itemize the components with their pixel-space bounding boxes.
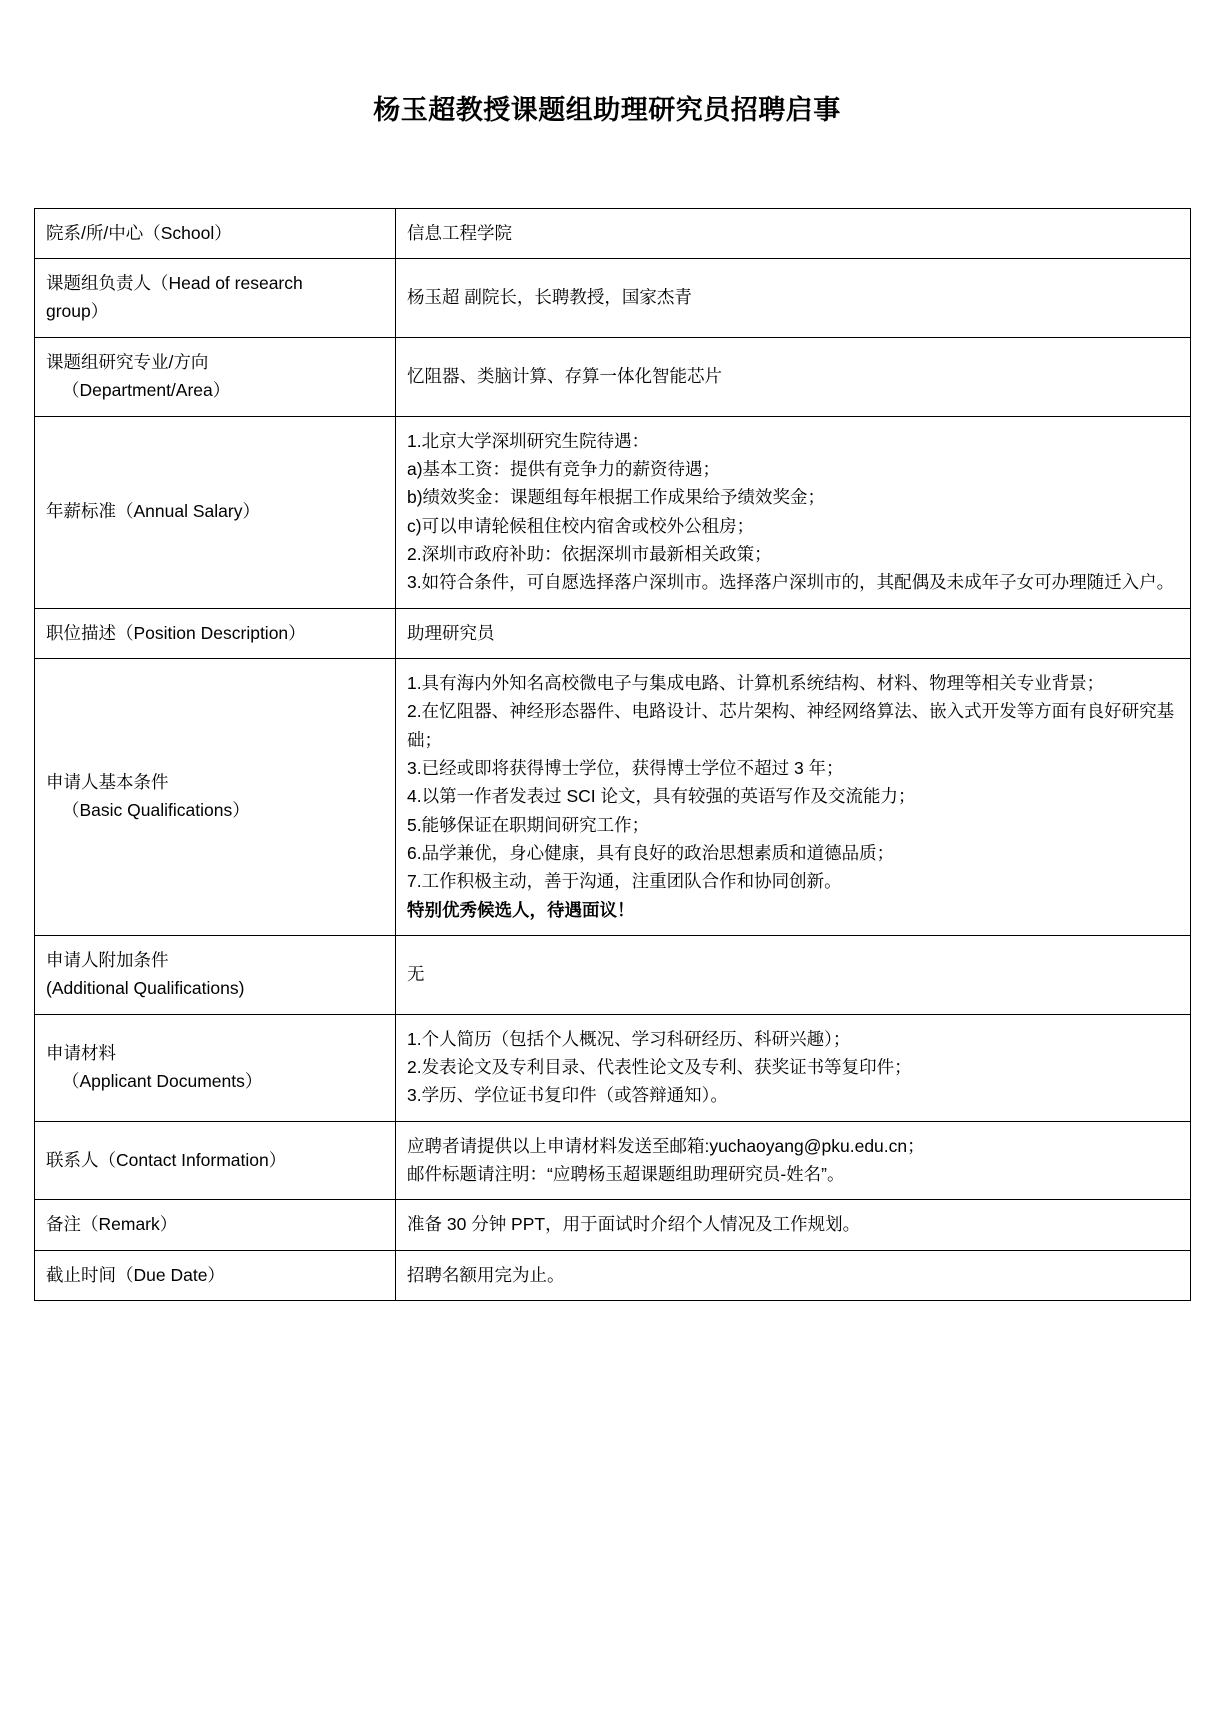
row-label-contact-information: [35, 1121, 396, 1200]
row-value-basic-qualifications: [396, 658, 1191, 935]
value-line: c)可以申请轮候租住校内宿舍或校外公租房；: [407, 515, 755, 536]
value-line: 助理研究员: [407, 622, 495, 643]
label-line: 申请人附加条件: [46, 950, 169, 971]
value-line-highlight: 特别优秀候选人，待遇面议！: [407, 899, 635, 920]
label-line: 课题组研究专业/方向: [46, 351, 209, 372]
value-line: 准备 30 分钟 PPT，用于面试时介绍个人情况及工作规划。: [407, 1214, 861, 1235]
value-line: 无: [407, 964, 425, 985]
label-line: 联系人（Contact Information）: [46, 1149, 287, 1170]
value-line: 1.北京大学深圳研究生院待遇：: [407, 430, 650, 451]
row-value-contact-information: [396, 1121, 1191, 1200]
value-line: 6.品学兼优，身心健康，具有良好的政治思想素质和道德品质；: [407, 842, 895, 863]
label-line: 职位描述（Position Description）: [46, 622, 306, 643]
value-line: b)绩效奖金：课题组每年根据工作成果给予绩效奖金；: [407, 487, 826, 508]
value-line: 杨玉超 副院长，长聘教授，国家杰青: [407, 287, 692, 308]
row-label-head-of-group: [35, 259, 396, 338]
table-body: [35, 208, 1191, 1300]
row-label-applicant-documents: [35, 1014, 396, 1121]
table-row: [35, 1121, 1191, 1200]
value-line: 3.已经或即将获得博士学位，获得博士学位不超过 3 年；: [407, 757, 844, 778]
label-line: 课题组负责人（Head of research: [46, 273, 303, 294]
label-line: 年薪标准（Annual Salary）: [46, 501, 260, 522]
table-row: [35, 936, 1191, 1015]
row-value-head-of-group: [396, 259, 1191, 338]
table-row: [35, 1200, 1191, 1250]
value-line: 应聘者请提供以上申请材料发送至邮箱:yuchaoyang@pku.edu.cn；: [407, 1135, 925, 1156]
table-row: [35, 1014, 1191, 1121]
row-label-position-description: [35, 608, 396, 658]
value-line: 7.工作积极主动，善于沟通，注重团队合作和协同创新。: [407, 871, 842, 892]
table-row: [35, 1250, 1191, 1300]
row-value-department-area: [396, 337, 1191, 416]
value-line: 1.具有海内外知名高校微电子与集成电路、计算机系统结构、材料、物理等相关专业背景；: [407, 672, 1105, 693]
job-posting-table: [34, 208, 1191, 1301]
value-line: 邮件标题请注明：“应聘杨玉超课题组助理研究员-姓名”。: [407, 1164, 845, 1185]
row-label-school: [35, 208, 396, 258]
label-line: （Applicant Documents）: [62, 1071, 263, 1092]
row-value-due-date: [396, 1250, 1191, 1300]
row-label-department-area: [35, 337, 396, 416]
table-row: [35, 608, 1191, 658]
value-line: 3.学历、学位证书复印件（或答辩通知）。: [407, 1085, 728, 1106]
table-row: [35, 259, 1191, 338]
row-value-position-description: [396, 608, 1191, 658]
label-line: （Basic Qualifications）: [62, 800, 250, 821]
table-row: [35, 416, 1191, 608]
table-row: [35, 658, 1191, 935]
label-line: group）: [46, 301, 109, 322]
label-line: (Additional Qualifications): [46, 978, 245, 999]
row-label-annual-salary: [35, 416, 396, 608]
value-line: a)基本工资：提供有竞争力的薪资待遇；: [407, 458, 721, 479]
value-line: 1.个人简历（包括个人概况、学习科研经历、科研兴趣）；: [407, 1028, 851, 1049]
label-line: 备注（Remark）: [46, 1214, 178, 1235]
table-row: [35, 208, 1191, 258]
value-line: 4.以第一作者发表过 SCI 论文，具有较强的英语写作及交流能力；: [407, 786, 916, 807]
label-line: 申请材料: [46, 1042, 116, 1063]
row-value-school: [396, 208, 1191, 258]
row-label-remark: [35, 1200, 396, 1250]
row-value-applicant-documents: [396, 1014, 1191, 1121]
value-line: 忆阻器、类脑计算、存算一体化智能芯片: [407, 366, 722, 386]
page-title: 杨玉超教授课题组助理研究员招聘启事: [373, 95, 841, 125]
row-label-additional-qualifications: [35, 936, 396, 1015]
value-line: 3.如符合条件，可自愿选择落户深圳市。选择落户深圳市的，其配偶及未成年子女可办理随迁入户。: [407, 572, 1175, 593]
row-value-remark: [396, 1200, 1191, 1250]
value-line: 2.在忆阻器、神经形态器件、电路设计、芯片架构、神经网络算法、嵌入式开发等方面有良好研究基础；: [407, 701, 1175, 750]
value-line: 5.能够保证在职期间研究工作；: [407, 814, 650, 835]
label-line: 截止时间（Due Date）: [46, 1264, 225, 1285]
row-label-due-date: [35, 1250, 396, 1300]
table-row: [35, 337, 1191, 416]
label-line: （Department/Area）: [62, 380, 231, 401]
value-line: 信息工程学院: [407, 222, 512, 243]
row-value-annual-salary: [396, 416, 1191, 608]
label-line: 申请人基本条件: [46, 772, 169, 793]
value-line: 2.深圳市政府补助：依据深圳市最新相关政策；: [407, 543, 772, 564]
row-value-additional-qualifications: [396, 936, 1191, 1015]
value-line: 招聘名额用完为止。: [407, 1264, 565, 1285]
label-line: 院系/所/中心（School）: [46, 222, 232, 243]
row-label-basic-qualifications: [35, 658, 396, 935]
value-line: 2.发表论文及专利目录、代表性论文及专利、获奖证书等复印件；: [407, 1057, 912, 1078]
